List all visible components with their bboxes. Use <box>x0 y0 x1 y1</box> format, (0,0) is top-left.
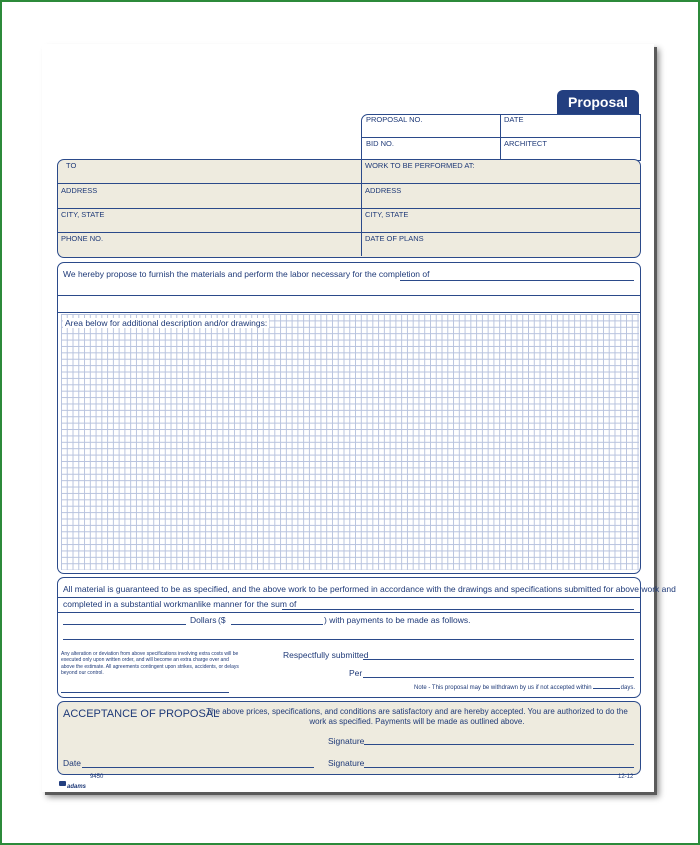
proposal-form-sheet <box>42 44 676 792</box>
guarantee-line-1: All material is guaranteed to be as specified, and the above work to be performed in accordance with the drawings and specifications submitted for above work and <box>63 584 676 594</box>
dollars-paren: ($ <box>218 615 226 625</box>
respectfully-submitted-line <box>363 659 634 660</box>
form-title-tab: Proposal <box>557 90 639 114</box>
acceptance-date-line[interactable] <box>82 767 314 768</box>
signature-line-2[interactable] <box>364 767 634 768</box>
respectfully-submitted-label: Respectfully submitted <box>283 650 369 660</box>
right-address-label: ADDRESS <box>365 186 402 195</box>
proposal-no-label: PROPOSAL NO. <box>366 115 423 124</box>
right-city-state-label: CITY, STATE <box>365 210 409 219</box>
guarantee-line-2: completed in a substantial workmanlike manner for the sum of <box>63 599 297 609</box>
payments-text: ) with payments to be made as follows. <box>324 615 471 625</box>
dollars-words-line <box>63 624 186 625</box>
note-days-blank[interactable] <box>593 688 620 689</box>
to-label: TO <box>66 161 77 170</box>
architect-label: ARCHITECT <box>504 139 547 148</box>
dollars-amount-line <box>231 624 323 625</box>
dollars-label: Dollars <box>190 615 217 625</box>
grid-area-label: Area below for additional description and/or drawings: <box>65 318 268 328</box>
note-suffix: days. <box>620 685 635 691</box>
acceptance-heading: ACCEPTANCE OF PROPOSAL <box>63 708 220 720</box>
brand-name: adams <box>67 784 87 790</box>
left-city-state-label: CITY, STATE <box>61 210 105 219</box>
sum-line <box>282 609 634 610</box>
drawing-grid-area[interactable] <box>61 314 639 570</box>
signature-label-1: Signature <box>328 736 365 746</box>
bid-no-label: BID NO. <box>366 139 394 148</box>
signature-line-1[interactable] <box>364 744 634 745</box>
work-location-label: WORK TO BE PERFORMED AT: <box>365 161 475 170</box>
per-line <box>363 677 634 678</box>
terms-box <box>57 577 641 698</box>
per-label: Per <box>349 668 363 678</box>
alteration-text: Any alteration or deviation from above specifications involving extra costs will be executed only upon written order, and will become an extra charge over and above the estimate. All agreements contingent upon strikes, accidents, or delays beyond our control. <box>61 651 239 676</box>
revision-code: 12-12 <box>618 774 634 780</box>
acceptance-date-label: Date <box>63 758 81 768</box>
date-label: DATE <box>504 115 524 124</box>
acceptance-text: The above prices, specifications, and conditions are satisfactory and are hereby accepted. You are authorized to do the work as specified. Payments will be made as outlined above. <box>206 707 628 726</box>
alteration-line <box>61 692 229 693</box>
form-number: 9450 <box>90 774 104 780</box>
left-address-label: ADDRESS <box>61 186 98 195</box>
phone-no-label: PHONE NO. <box>61 234 104 243</box>
propose-text: We hereby propose to furnish the materials and perform the labor necessary for the completion of <box>63 269 430 279</box>
note-prefix: Note - This proposal may be withdrawn by us if not accepted within <box>414 685 592 691</box>
payment-terms-line <box>63 639 634 640</box>
signature-label-2: Signature <box>328 758 365 768</box>
brand-logo <box>59 775 86 793</box>
date-of-plans-label: DATE OF PLANS <box>365 234 424 243</box>
brand-logo-icon <box>59 781 66 786</box>
withdrawal-note <box>414 685 635 691</box>
completion-line <box>400 280 634 281</box>
